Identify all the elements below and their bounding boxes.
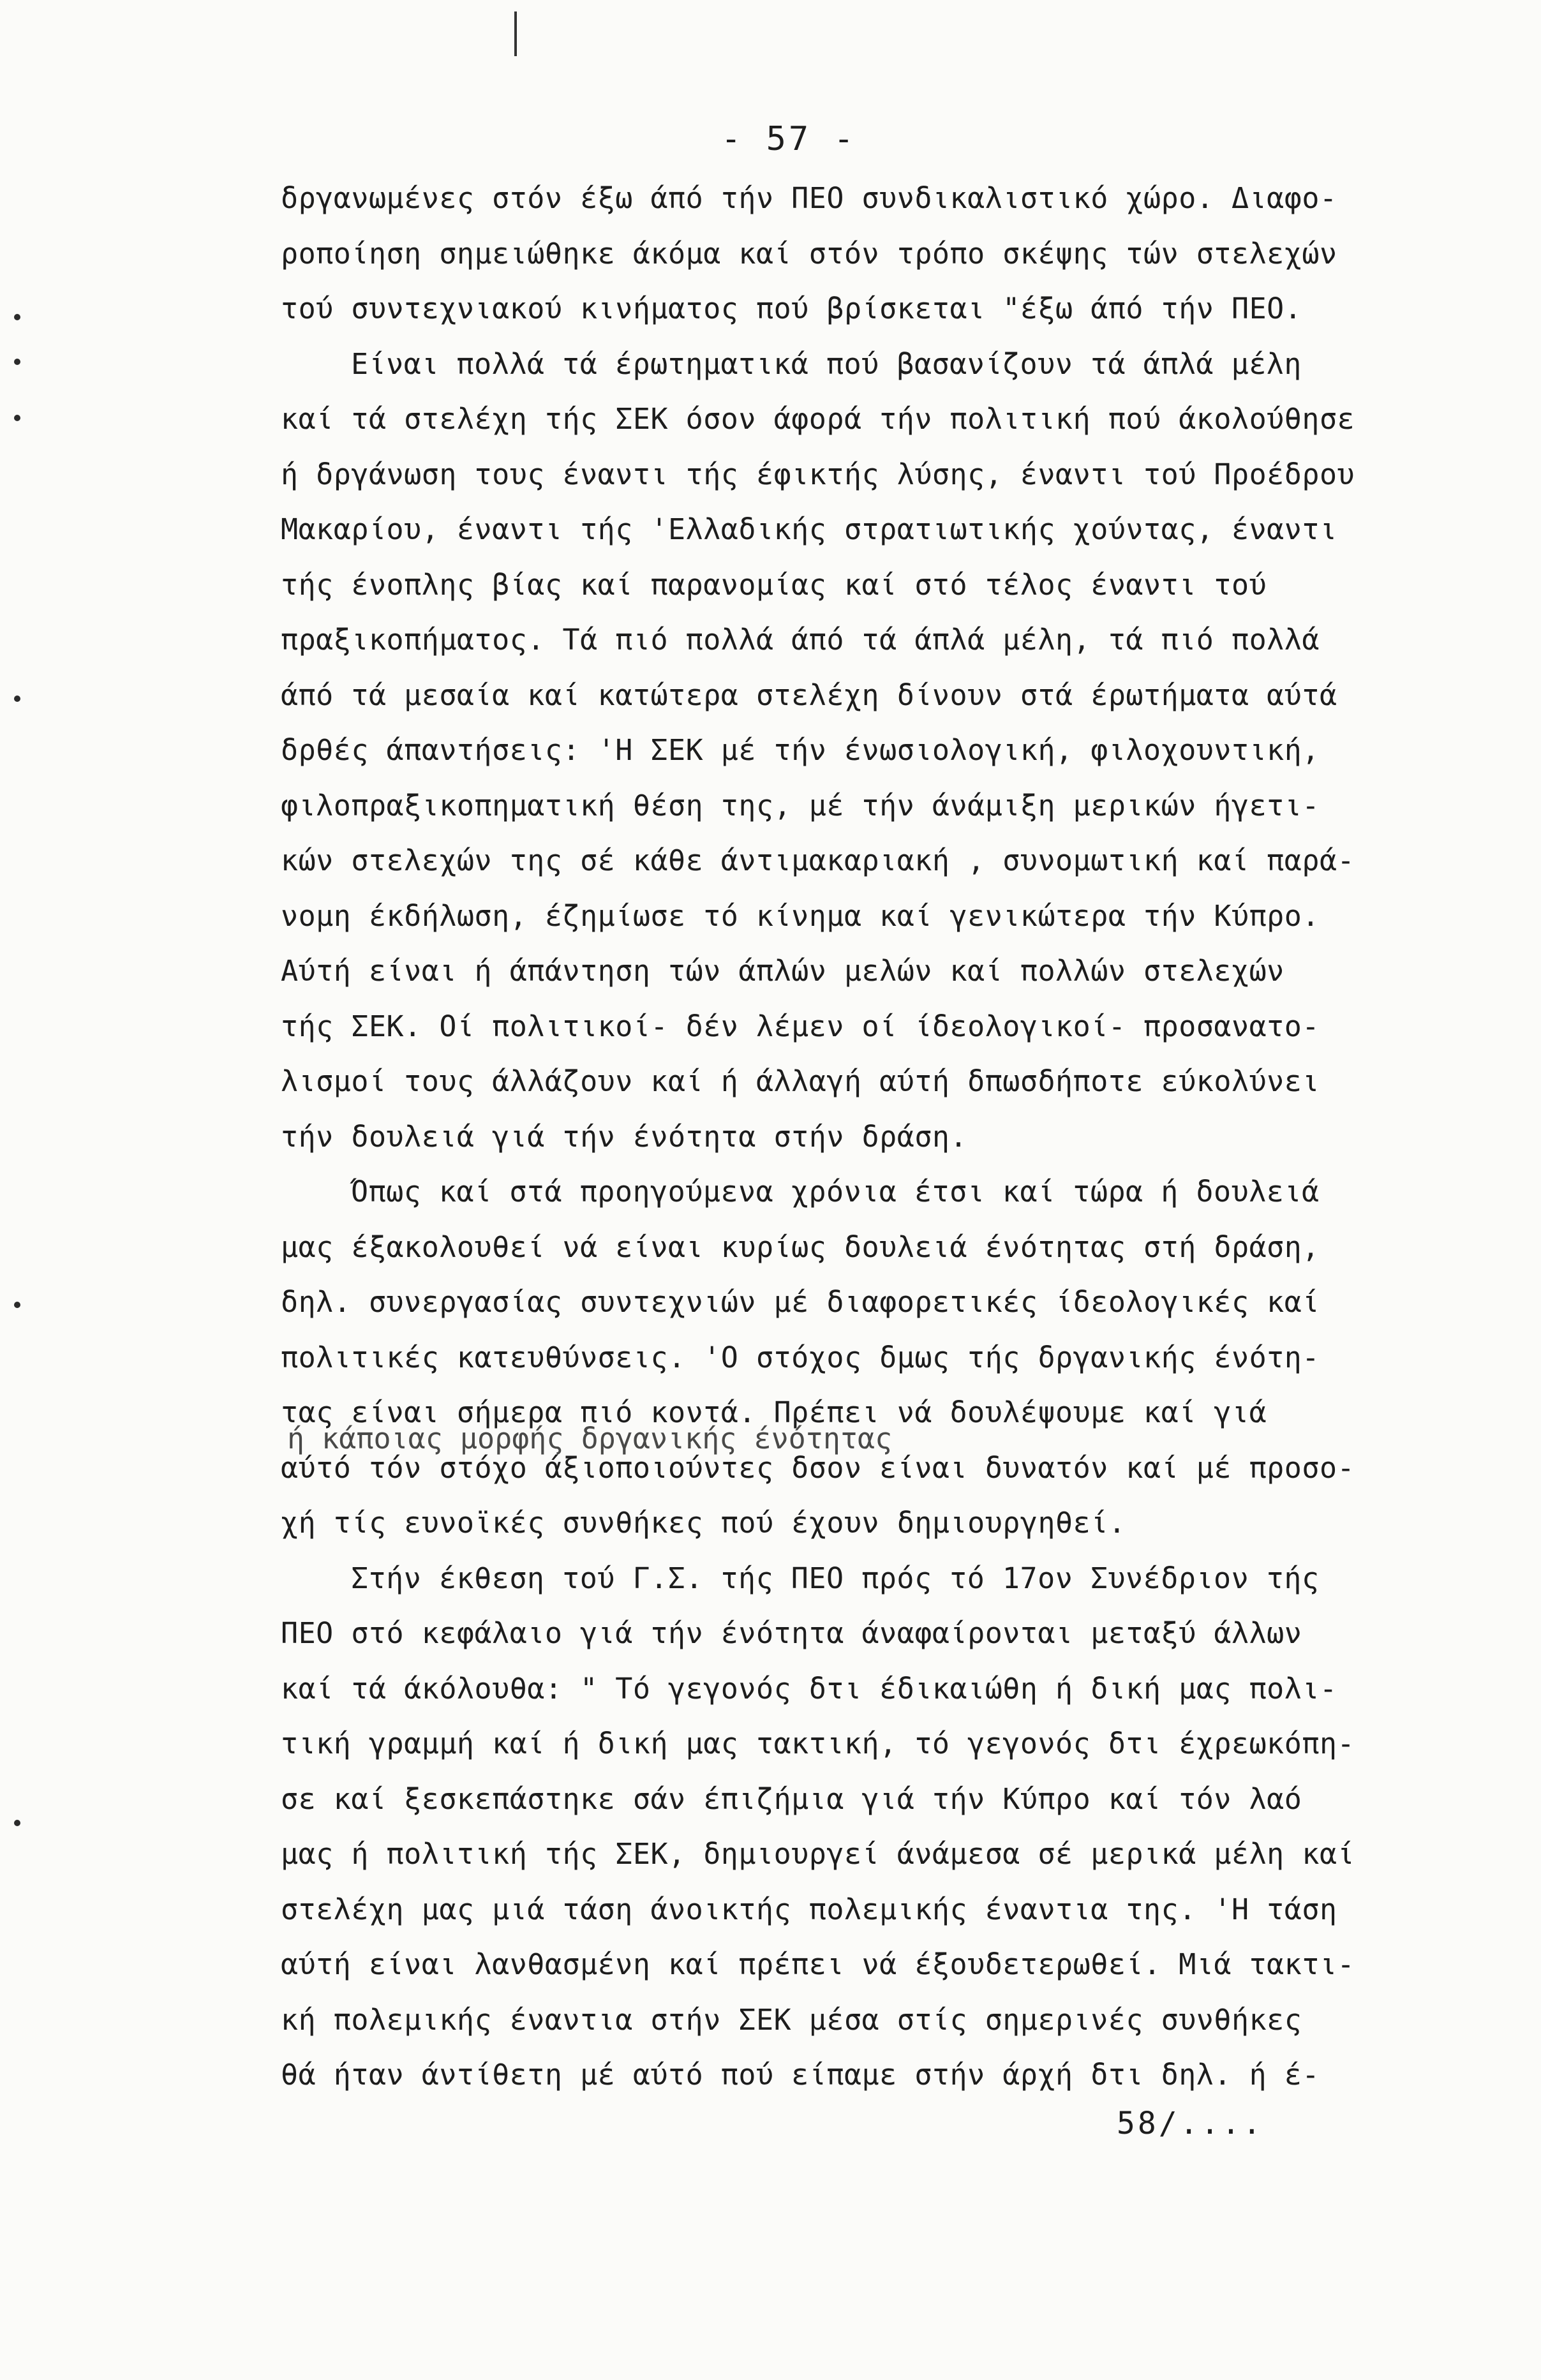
text-line: πραξικοπήματος. Τά πιό πολλά άπό τά άπλά μέλη, τά πιό πολλά xyxy=(281,623,1320,657)
text-line: Αύτή είναι ή άπάντηση τών άπλών μελών καί πολλών στελεχών xyxy=(281,954,1284,988)
text-line: σε καί ξεσκεπάστηκε σάν έπιζήμια γιά τήν Κύπρο καί τόν λαό xyxy=(281,1781,1302,1816)
text-line: τήν δουλειά γιά τήν ένότητα στήν δράση. xyxy=(281,1119,968,1154)
text-line: τού συντεχνιακού κινήματος πού βρίσκεται "έξω άπό τήν ΠΕΟ. xyxy=(281,292,1302,325)
text-line: θά ήταν άντίθετη μέ αύτό πού είπαμε στήν άρχή δτι δηλ. ή έ- xyxy=(281,2058,1320,2092)
margin-speck xyxy=(14,695,20,702)
paragraph-start-line: Είναι πολλά τά έρωτηματικά πού βασανίζουν τά άπλά μέλη xyxy=(351,346,1302,381)
continuation-marker: 58/.... xyxy=(1117,2106,1264,2141)
paragraph-start-line: Στήν έκθεση τού Γ.Σ. τής ΠΕΟ πρός τό 17ον Συνέδριον τής xyxy=(351,1561,1320,1595)
text-line: λισμοί τους άλλάζουν καί ή άλλαγή αύτή δπωσδήποτε εύκολύνει xyxy=(281,1064,1320,1098)
text-line: δργανωμένες στόν έξω άπό τήν ΠΕΟ συνδικαλιστικό χώρο. Διαφο- xyxy=(281,181,1337,215)
text-line: φιλοπραξικοπηματική θέση της, μέ τήν άνάμιξη μερικών ήγετι- xyxy=(281,788,1320,822)
text-line: μας έξακολουθεί νά είναι κυρίως δουλειά ένότητας στή δράση, xyxy=(281,1230,1320,1264)
text-line: ΠΕΟ στό κεφάλαιο γιά τήν ένότητα άναφαίρονται μεταξύ άλλων xyxy=(281,1616,1302,1650)
text-line: ροποίηση σημειώθηκε άκόμα καί στόν τρόπο σκέψης τών στελεχών xyxy=(281,236,1337,271)
text-line: χή τίς ευνοϊκές συνθήκες πού έχουν δημιουργηθεί. xyxy=(281,1506,1126,1540)
text-line: καί τά άκόλουθα: " Τό γεγονός δτι έδικαιώθη ή δική μας πολι- xyxy=(281,1671,1337,1706)
margin-speck xyxy=(14,359,20,365)
text-line: τής ένοπλης βίας καί παρανομίας καί στό τέλος έναντι τού xyxy=(281,567,1267,602)
text-line: πολιτικές κατευθύνσεις. 'Ο στόχος δμως τής δργανικής ένότη- xyxy=(281,1340,1320,1374)
text-line: μας ή πολιτική τής ΣΕΚ, δημιουργεί άνάμεσα σέ μερικά μέλη καί xyxy=(281,1837,1355,1871)
paragraph-start-line: Όπως καί στά προηγούμενα χρόνια έτσι καί τώρα ή δουλειά xyxy=(351,1175,1320,1209)
text-line: τική γραμμή καί ή δική μας τακτική, τό γεγονός δτι έχρεωκόπη- xyxy=(281,1727,1355,1760)
top-edge-mark xyxy=(514,11,517,56)
text-line: δρθές άπαντήσεις: 'Η ΣΕΚ μέ τήν ένωσιολογική, φιλοχουντική, xyxy=(281,733,1320,767)
margin-speck xyxy=(14,1302,20,1308)
text-line: αύτή είναι λανθασμένη καί πρέπει νά έξουδετερωθεί. Μιά τακτι- xyxy=(281,1947,1355,1981)
page-number: - 57 - xyxy=(721,120,856,158)
text-line: στελέχη μας μιά τάση άνοικτής πολεμικής έναντια της. 'Η τάση xyxy=(281,1892,1337,1926)
text-line: Μακαρίου, έναντι τής 'Ελλαδικής στρατιωτικής χούντας, έναντι xyxy=(281,512,1337,546)
margin-speck xyxy=(14,314,20,320)
text-line: τας είναι σήμερα πιό κοντά. Πρέπει νά δουλέψουμε καί γιά xyxy=(281,1395,1267,1429)
text-line: άπό τά μεσαία καί κατώτερα στελέχη δίνουν στά έρωτήματα αύτά xyxy=(281,678,1337,712)
text-line: νομη έκδήλωση, έζημίωσε τό κίνημα καί γενικώτερα τήν Κύπρο. xyxy=(281,898,1320,933)
text-line: δηλ. συνεργασίας συντεχνιών μέ διαφορετικές ίδεολογικές καί xyxy=(281,1285,1320,1319)
text-line: τής ΣΕΚ. Οί πολιτικοί- δέν λέμεν οί ίδεολογικοί- προσανατο- xyxy=(281,1009,1320,1043)
text-line: κή πολεμικής έναντια στήν ΣΕΚ μέσα στίς σημερινές συνθήκες xyxy=(281,2002,1302,2037)
typed-body-text xyxy=(281,171,1506,2103)
margin-speck xyxy=(14,415,20,421)
text-line: κών στελεχών της σέ κάθε άντιμακαριακή , συνομωτική καί παρά- xyxy=(281,844,1355,877)
text-line: αύτό τόν στόχο άξιοποιούντες δσον είναι δυνατόν καί μέ προσο- xyxy=(281,1450,1355,1485)
text-line: ή δργάνωση τους έναντι τής έφικτής λύσης, έναντι τού Προέδρου xyxy=(281,457,1355,491)
margin-speck xyxy=(14,1820,20,1826)
overtyped-insertion: ή κάποιας μορφής δργανικής ένότητας xyxy=(287,1422,893,1455)
text-line: καί τά στελέχη τής ΣΕΚ όσον άφορά τήν πολιτική πού άκολούθησε xyxy=(281,402,1355,436)
